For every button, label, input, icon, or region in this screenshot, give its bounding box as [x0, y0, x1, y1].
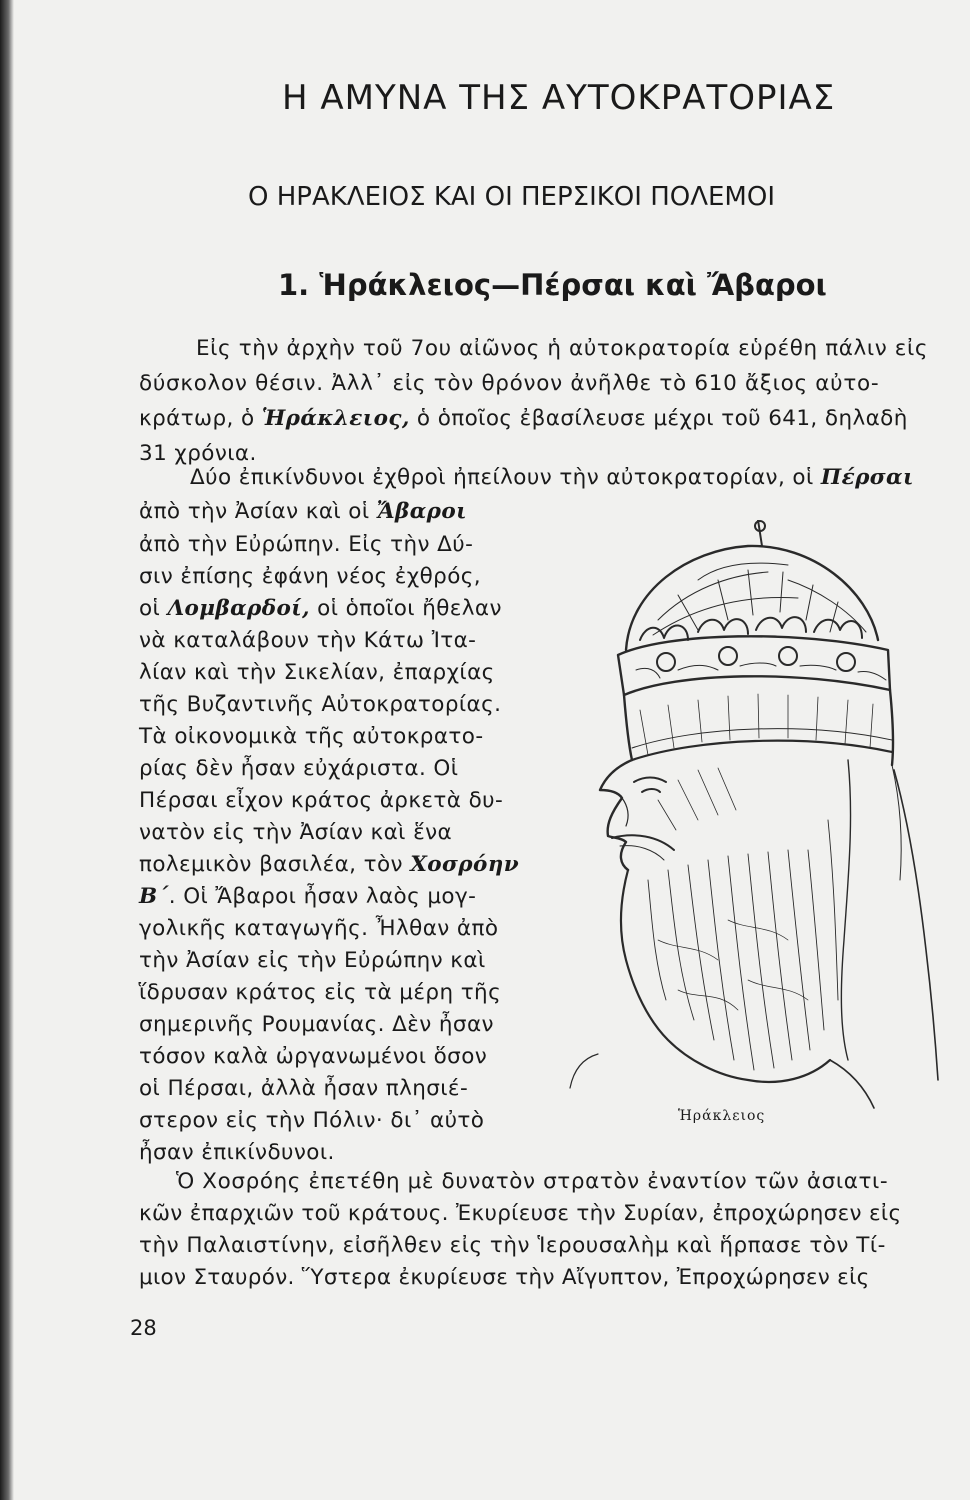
- text-line: Πέρσαι εἶχον κράτος ἀρκετὰ δυ-: [139, 788, 504, 813]
- text-line: λίαν καὶ τὴν Σικελίαν, ἐπαρχίας: [139, 660, 495, 685]
- text-segment: οἱ ὁποῖοι ἤθελαν: [309, 596, 502, 621]
- text-line: δύσκολον θέσιν. Ἀλλ᾿ εἰς τὸν θρόνον ἀνῆλθε τὸ 610 ἄξιος αὐτο-: [139, 371, 880, 396]
- text-segment: Δύο ἐπικίνδυνοι ἐχθροὶ ἠπείλουν τὴν αὐτοκρατορίαν, οἱ: [190, 465, 821, 490]
- name-avars: Ἄβαροι: [376, 499, 467, 524]
- text-line: Εἰς τὴν ἀρχὴν τοῦ 7ου αἰῶνος ἡ αὐτοκρατορία εὑρέθη πάλιν εἰς: [196, 336, 929, 361]
- text-line: [139, 403, 908, 435]
- text-line: 31 χρόνια.: [139, 441, 257, 466]
- text-line: σημερινῆς Ρουμανίας. Δὲν ἦσαν: [139, 1012, 494, 1037]
- subsection-title: 1. Ἡράκλειος—Πέρσαι καὶ Ἄβαροι: [278, 268, 827, 302]
- name-khosrau: Χοσρόην: [410, 852, 520, 877]
- text-line: στερον εἰς τὴν Πόλιν· δι᾿ αὐτὸ: [139, 1108, 485, 1133]
- text-line: οἱ Πέρσαι, ἀλλὰ ἦσαν πλησιέ-: [139, 1076, 469, 1101]
- text-segment: ὁ ὁποῖος ἐβασίλευσε μέχρι τοῦ 641, δηλαδὴ: [409, 406, 908, 431]
- text-line: τὴν Ἀσίαν εἰς τὴν Εὐρώπην καὶ: [139, 948, 486, 973]
- text-line: [139, 849, 519, 881]
- text-line: σιν ἐπίσης ἐφάνη νέος ἐχθρός,: [139, 564, 482, 589]
- text-line: [139, 881, 476, 913]
- text-line: ἀπὸ τὴν Εὐρώπην. Εἰς τὴν Δύ-: [139, 532, 474, 557]
- text-line: γολικῆς καταγωγῆς. Ἦλθαν ἀπὸ: [139, 916, 499, 941]
- text-segment: . Οἱ Ἄβαροι ἦσαν λαὸς μογ-: [168, 884, 477, 909]
- heraclius-portrait-icon: [548, 520, 940, 1110]
- text-segment: οἱ: [139, 596, 168, 621]
- name-persians: Πέρσαι: [820, 465, 914, 490]
- text-line: τῆς Βυζαντινῆς Αὐτοκρατορίας.: [139, 692, 502, 717]
- chapter-title: Η ΑΜΥΝΑ ΤΗΣ ΑΥΤΟΚΡΑΤΟΡΙΑΣ: [282, 78, 836, 118]
- text-line: ἦσαν ἐπικίνδυνοι.: [139, 1140, 335, 1165]
- name-lombards: Λομβαρδοί,: [167, 596, 310, 621]
- text-line: ρίας δὲν ἦσαν εὐχάριστα. Οἱ: [139, 756, 459, 781]
- text-line: ἵδρυσαν κράτος εἰς τὰ μέρη τῆς: [139, 980, 502, 1005]
- text-line: [190, 462, 914, 494]
- page-shadow-edge: [0, 0, 14, 1500]
- text-line: μιον Σταυρόν. Ὕστερα ἐκυρίευσε τὴν Αἴγυπτον, Ἐπροχώρησεν εἰς: [139, 1265, 870, 1290]
- text-line: [139, 496, 467, 528]
- text-line: Ὁ Χοσρόης ἐπετέθη μὲ δυνατὸν στρατὸν ἐναντίον τῶν ἀσιατι-: [176, 1169, 889, 1194]
- figure-caption: Ἡράκλειος: [678, 1108, 766, 1124]
- text-line: τόσον καλὰ ὠργανωμένοι ὅσον: [139, 1044, 488, 1069]
- name-khosrau-ordinal: Β΄: [139, 884, 169, 909]
- text-line: τὴν Παλαιστίνην, εἰσῆλθεν εἰς τὴν Ἱερουσαλὴμ καὶ ἥρπασε τὸν Τί-: [139, 1233, 886, 1258]
- section-title: Ο ΗΡΑΚΛΕΙΟΣ ΚΑΙ ΟΙ ΠΕΡΣΙΚΟΙ ΠΟΛΕΜΟΙ: [248, 182, 775, 212]
- text-line: νὰ καταλάβουν τὴν Κάτω Ἰτα-: [139, 628, 477, 653]
- text-segment: πολεμικὸν βασιλέα, τὸν: [139, 852, 411, 877]
- text-line: [139, 593, 502, 625]
- text-line: κῶν ἐπαρχιῶν τοῦ κράτους. Ἐκυρίευσε τὴν Συρίαν, ἐπροχώρησεν εἰς: [139, 1201, 902, 1226]
- text-segment: κράτωρ, ὁ: [139, 406, 262, 431]
- text-line: Τὰ οἰκονομικὰ τῆς αὐτοκρατο-: [139, 724, 484, 749]
- name-heraclius: Ἡράκλειος,: [261, 406, 410, 431]
- text-line: νατὸν εἰς τὴν Ἀσίαν καὶ ἕνα: [139, 820, 453, 845]
- text-segment: ἀπὸ τὴν Ἀσίαν καὶ οἱ: [139, 499, 377, 524]
- page-number: 28: [130, 1316, 157, 1340]
